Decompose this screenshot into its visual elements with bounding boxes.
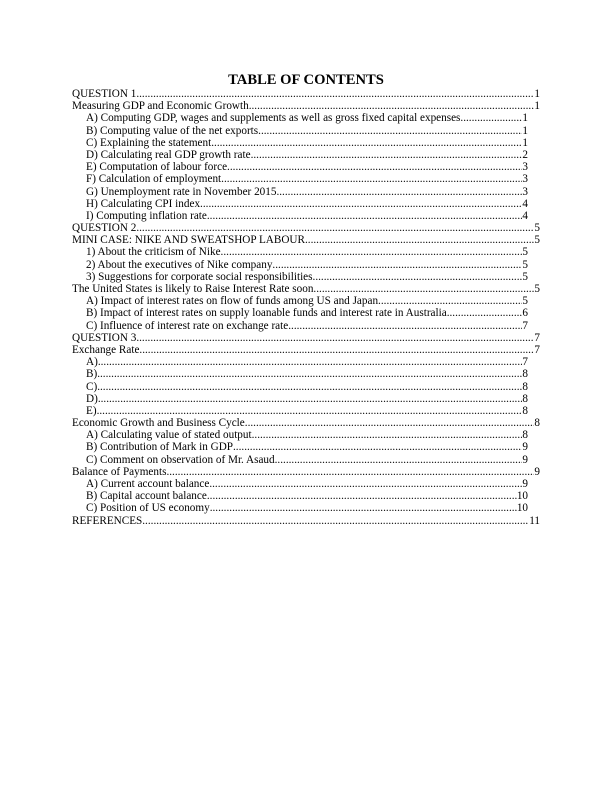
toc-entry[interactable] bbox=[72, 515, 540, 527]
toc-entry-page-number: 5 bbox=[522, 258, 528, 271]
toc-entry[interactable] bbox=[72, 112, 540, 124]
toc-entry-page-number: 10 bbox=[516, 490, 528, 503]
toc-entry[interactable] bbox=[72, 502, 540, 514]
toc-entry[interactable] bbox=[72, 466, 540, 478]
toc-entry-label: C) bbox=[86, 380, 98, 393]
toc-entry[interactable] bbox=[72, 332, 540, 344]
toc-entry-page-number: 5 bbox=[534, 222, 540, 235]
toc-dot-leader bbox=[209, 478, 522, 490]
toc-entry-page-number: 9 bbox=[534, 465, 540, 478]
toc-entry-label: 1) About the criticism of Nike bbox=[86, 246, 221, 259]
toc-entry-label: B) Capital account balance bbox=[86, 490, 207, 503]
toc-entry-page-number: 8 bbox=[522, 429, 528, 442]
toc-entry-label: C) Comment on observation of Mr. Asaud bbox=[86, 453, 275, 466]
toc-entry-page-number: 1 bbox=[522, 124, 528, 137]
toc-entry-label: QUESTION 1 bbox=[72, 88, 137, 100]
toc-entry-page-number: 3 bbox=[522, 173, 528, 186]
toc-entry-page-number: 5 bbox=[522, 246, 528, 259]
toc-entry-page-number: 1 bbox=[522, 136, 528, 149]
toc-entry[interactable] bbox=[72, 246, 540, 258]
toc-entry-page-number: 7 bbox=[522, 319, 528, 332]
toc-entry-page-number: 7 bbox=[522, 356, 528, 369]
toc-entry-label: QUESTION 3 bbox=[72, 331, 137, 344]
toc-entry[interactable] bbox=[72, 149, 540, 161]
toc-entry-page-number: 9 bbox=[522, 478, 528, 490]
toc-entry[interactable] bbox=[72, 320, 540, 332]
toc-dot-leader bbox=[97, 381, 522, 393]
toc-entry-label: B) Impact of interest rates on supply loanable funds and interest rate in Australia bbox=[86, 307, 447, 320]
toc-entry[interactable] bbox=[72, 417, 540, 429]
toc-dot-leader bbox=[245, 417, 535, 429]
toc-entry-label: 3) Suggestions for corporate social responsibilities bbox=[86, 270, 313, 283]
toc-entry-label: Measuring GDP and Economic Growth bbox=[72, 100, 249, 113]
toc-entry-label: 2) About the executives of Nike company bbox=[86, 258, 273, 271]
toc-dot-leader bbox=[272, 259, 522, 271]
toc-dot-leader bbox=[313, 283, 534, 295]
toc-entry[interactable] bbox=[72, 271, 540, 283]
toc-entry-page-number: 11 bbox=[529, 514, 540, 527]
toc-entry-label: Balance of Payments bbox=[72, 465, 167, 478]
toc-entry-label: QUESTION 2 bbox=[72, 222, 137, 235]
toc-dot-leader bbox=[142, 515, 529, 527]
toc-entry-page-number: 10 bbox=[516, 502, 528, 515]
toc-dot-leader bbox=[136, 222, 534, 234]
toc-dot-leader bbox=[227, 161, 522, 173]
toc-entry-page-number: 8 bbox=[522, 404, 528, 417]
toc-entry-label: A) Impact of interest rates on flow of funds among US and Japan bbox=[86, 295, 379, 308]
toc-entry-label: Exchange Rate bbox=[72, 343, 140, 356]
toc-entry-label: A) Computing GDP, wages and supplements as well as gross fixed capital expenses bbox=[86, 112, 461, 125]
toc-dot-leader bbox=[221, 173, 522, 185]
toc-dot-leader bbox=[166, 466, 534, 478]
toc-entry[interactable] bbox=[72, 210, 540, 222]
toc-entry-page-number: 5 bbox=[534, 283, 540, 295]
toc-dot-leader bbox=[97, 405, 523, 417]
toc-title: TABLE OF CONTENTS bbox=[228, 72, 384, 88]
toc-entry-label: F) Calculation of employment bbox=[86, 173, 222, 186]
toc-entry-page-number: 9 bbox=[522, 441, 528, 454]
toc-entry-label: E) Computation of labour force bbox=[86, 161, 228, 174]
toc-entry-label: D) bbox=[86, 392, 98, 405]
toc-entry[interactable] bbox=[72, 283, 540, 295]
toc-dot-leader bbox=[210, 502, 517, 514]
toc-dot-leader bbox=[252, 429, 523, 441]
toc-entry-label: G) Unemployment rate in November 2015 bbox=[86, 185, 277, 198]
toc-entry-label: Economic Growth and Business Cycle bbox=[72, 417, 245, 430]
toc-entry[interactable] bbox=[72, 381, 540, 393]
toc-entry[interactable] bbox=[72, 173, 540, 185]
toc-entry-page-number: 5 bbox=[522, 270, 528, 283]
toc-dot-leader bbox=[207, 210, 523, 222]
toc-dot-leader bbox=[97, 368, 522, 380]
toc-entry-label: The United States is likely to Raise Interest Rate soon bbox=[72, 283, 314, 295]
toc-entry-label: D) Calculating real GDP growth rate bbox=[86, 148, 251, 161]
document-page bbox=[72, 72, 540, 527]
toc-entry-page-number: 2 bbox=[522, 148, 528, 161]
toc-dot-leader bbox=[136, 88, 534, 100]
toc-dot-leader bbox=[288, 320, 522, 332]
toc-entry-label: C) Position of US economy bbox=[86, 502, 210, 515]
toc-dot-leader bbox=[249, 100, 535, 112]
toc-entry-page-number: 3 bbox=[522, 185, 528, 198]
toc-dot-leader bbox=[200, 198, 522, 210]
toc-entry-page-number: 9 bbox=[522, 453, 528, 466]
toc-dot-leader bbox=[276, 186, 522, 198]
toc-entry[interactable] bbox=[72, 441, 540, 453]
toc-dot-leader bbox=[233, 441, 522, 453]
toc-dot-leader bbox=[258, 125, 522, 137]
toc-dot-leader bbox=[221, 246, 523, 258]
toc-entry-page-number: 5 bbox=[522, 295, 528, 308]
toc-entry-page-number: 7 bbox=[534, 343, 540, 356]
toc-entry-page-number: 8 bbox=[534, 417, 540, 430]
toc-entry-label: H) Calculating CPI index bbox=[86, 197, 201, 210]
toc-entry-label: MINI CASE: NIKE AND SWEATSHOP LABOUR bbox=[72, 234, 305, 247]
toc-dot-leader bbox=[305, 234, 534, 246]
toc-dot-leader bbox=[378, 295, 522, 307]
toc-entry[interactable] bbox=[72, 429, 540, 441]
toc-entry[interactable] bbox=[72, 222, 540, 234]
toc-entry[interactable] bbox=[72, 356, 540, 368]
toc-entry-label: I) Computing inflation rate bbox=[86, 209, 207, 222]
toc-entry[interactable] bbox=[72, 295, 540, 307]
toc-dot-leader bbox=[207, 490, 517, 502]
toc-entry-page-number: 4 bbox=[522, 209, 528, 222]
toc-entry-label: E) bbox=[86, 404, 97, 417]
toc-dot-leader bbox=[275, 454, 523, 466]
toc-entry-page-number: 8 bbox=[522, 368, 528, 381]
toc-entry[interactable] bbox=[72, 259, 540, 271]
toc-entry-label: B) Contribution of Mark in GDP bbox=[86, 441, 233, 454]
toc-entry[interactable] bbox=[72, 186, 540, 198]
toc-entry[interactable] bbox=[72, 198, 540, 210]
toc-entry-page-number: 5 bbox=[534, 234, 540, 247]
toc-entry-label: C) Influence of interest rate on exchange rate bbox=[86, 319, 289, 332]
toc-dot-leader bbox=[313, 271, 523, 283]
toc-entry[interactable] bbox=[72, 161, 540, 173]
toc-dot-leader bbox=[460, 112, 522, 124]
toc-dot-leader bbox=[139, 344, 534, 356]
toc-dot-leader bbox=[251, 149, 523, 161]
toc-entry[interactable] bbox=[72, 405, 540, 417]
toc-entry[interactable] bbox=[72, 125, 540, 137]
toc-entry[interactable] bbox=[72, 478, 540, 490]
toc-entry-label: A) Calculating value of stated output bbox=[86, 429, 252, 442]
toc-dot-leader bbox=[136, 332, 534, 344]
toc-entry-label: B) bbox=[86, 368, 98, 381]
toc-entry[interactable] bbox=[72, 344, 540, 356]
toc-dot-leader bbox=[98, 356, 523, 368]
toc-list bbox=[72, 88, 540, 527]
toc-entry-page-number: 1 bbox=[534, 88, 540, 100]
toc-entry-page-number: 3 bbox=[522, 161, 528, 174]
toc-entry-label: C) Explaining the statement bbox=[86, 136, 212, 149]
toc-dot-leader bbox=[447, 307, 523, 319]
toc-entry-page-number: 8 bbox=[522, 380, 528, 393]
toc-entry[interactable] bbox=[72, 454, 540, 466]
toc-entry[interactable] bbox=[72, 137, 540, 149]
toc-entry[interactable] bbox=[72, 490, 540, 502]
toc-entry-label: B) Computing value of the net exports bbox=[86, 124, 259, 137]
toc-entry-page-number: 8 bbox=[522, 392, 528, 405]
toc-entry-page-number: 1 bbox=[522, 112, 528, 125]
toc-entry-label: REFERENCES bbox=[72, 514, 143, 527]
toc-entry[interactable] bbox=[72, 368, 540, 380]
toc-entry-label: A) bbox=[86, 356, 98, 369]
toc-entry[interactable] bbox=[72, 100, 540, 112]
toc-entry[interactable] bbox=[72, 307, 540, 319]
toc-entry-page-number: 4 bbox=[522, 197, 528, 210]
toc-entry-page-number: 6 bbox=[522, 307, 528, 320]
toc-entry[interactable] bbox=[72, 88, 540, 100]
toc-entry-page-number: 1 bbox=[534, 100, 540, 113]
toc-dot-leader bbox=[98, 393, 523, 405]
toc-entry-label: A) Current account balance bbox=[86, 478, 210, 490]
toc-entry[interactable] bbox=[72, 393, 540, 405]
toc-entry[interactable] bbox=[72, 234, 540, 246]
toc-dot-leader bbox=[211, 137, 522, 149]
toc-entry-page-number: 7 bbox=[534, 331, 540, 344]
